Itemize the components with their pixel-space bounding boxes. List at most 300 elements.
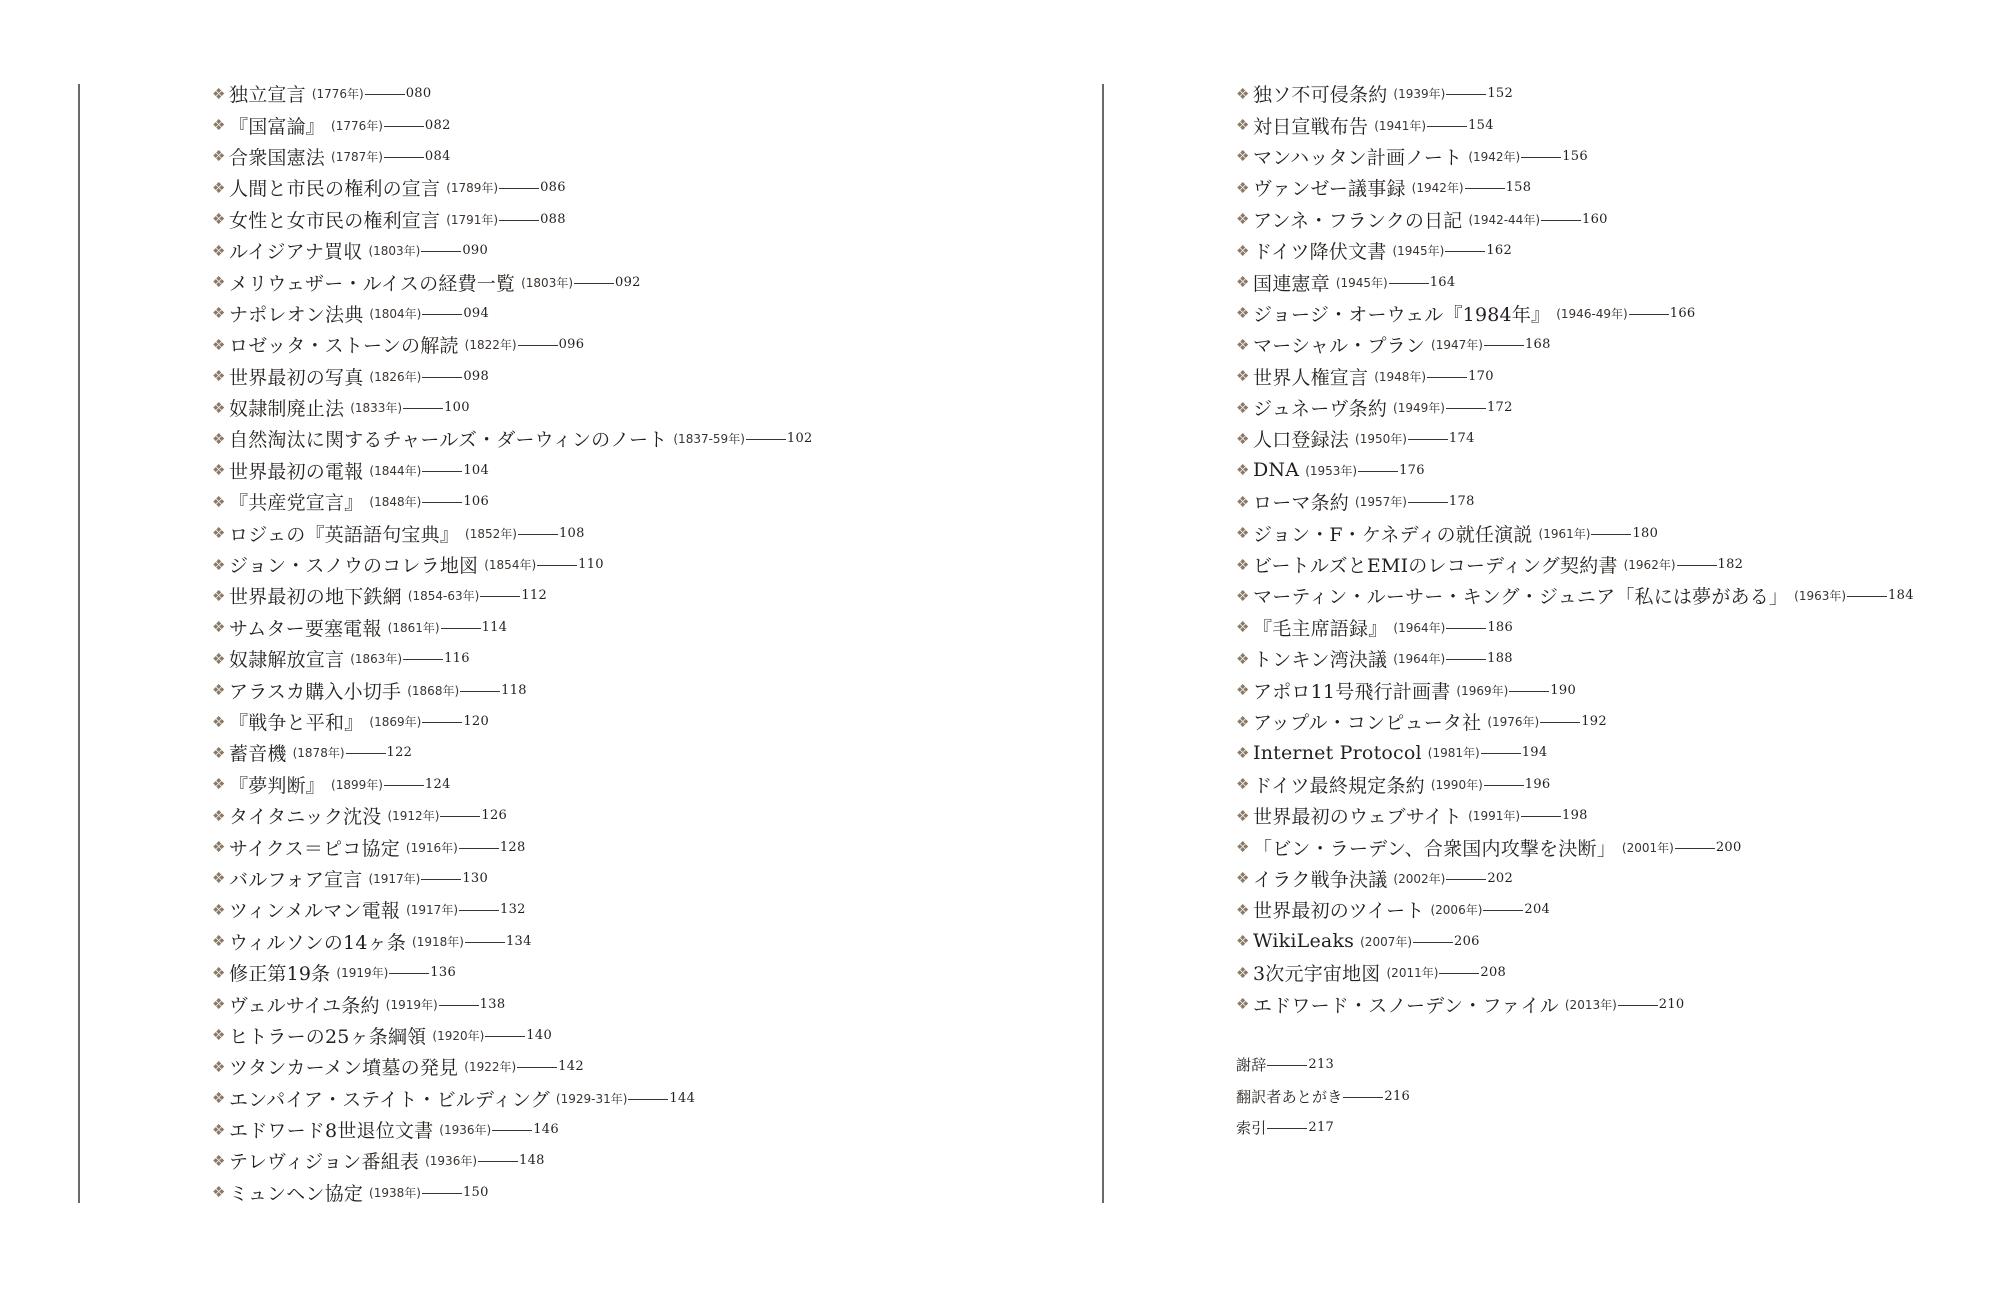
leader-dash	[1677, 565, 1717, 566]
entry-page-number: 100	[444, 400, 470, 416]
leader-dash	[460, 691, 500, 692]
bullet-icon: ❖	[1236, 241, 1250, 260]
toc-entry	[212, 361, 813, 392]
entry-page-number: 208	[1480, 965, 1507, 981]
toc-entry	[1236, 172, 1914, 203]
leader-dash	[346, 753, 386, 754]
entry-page-number: 086	[540, 180, 566, 196]
entry-year: (1918年)	[412, 934, 464, 949]
bullet-icon: ❖	[212, 555, 226, 574]
toc-entry	[1236, 109, 1914, 140]
entry-year: (2006年)	[1430, 903, 1483, 918]
entry-year: (1942年)	[1468, 149, 1521, 164]
entry-page-number: 082	[424, 117, 451, 133]
entry-page-number: 172	[1486, 400, 1513, 416]
toc-entry	[1236, 141, 1914, 172]
bullet-icon: ❖	[212, 963, 226, 982]
entry-page-number: 200	[1715, 839, 1742, 855]
entry-year: (1869年)	[369, 715, 422, 729]
toc-entry	[212, 204, 813, 235]
bullet-icon: ❖	[212, 743, 226, 762]
entry-year: (1776年)	[311, 87, 364, 102]
entry-year: (1899年)	[331, 777, 383, 792]
entry-year: (1789年)	[446, 181, 499, 196]
toc-entry	[212, 863, 813, 894]
entry-title: 謝辞	[1236, 1056, 1267, 1075]
entry-page-number: 110	[578, 557, 604, 573]
bullet-icon: ❖	[1236, 429, 1250, 448]
entry-title: DNA	[1253, 459, 1300, 482]
toc-entry	[212, 549, 813, 580]
entry-page-number: 154	[1468, 117, 1494, 133]
entry-page-number: 108	[558, 525, 585, 541]
bullet-icon: ❖	[1236, 84, 1250, 103]
entry-title: 蓄音機	[229, 743, 287, 766]
entry-title: 人間と市民の権利の宣言	[229, 178, 441, 201]
toc-entry	[212, 612, 813, 643]
entry-title: 修正第19条	[229, 963, 331, 986]
toc-entry	[1236, 517, 1914, 548]
leader-dash	[1445, 251, 1485, 252]
toc-entry	[212, 737, 813, 768]
entry-year: (1803年)	[521, 275, 574, 290]
entry-title: WikiLeaks	[1253, 930, 1355, 953]
entry-page-number: 184	[1888, 588, 1914, 604]
entry-page-number: 120	[463, 714, 490, 729]
toc-entry	[212, 674, 813, 705]
leader-dash	[1446, 408, 1486, 409]
entry-year: (1962年)	[1623, 558, 1676, 573]
leader-dash	[1389, 283, 1429, 284]
leader-dash	[1629, 314, 1669, 315]
leader-dash	[1446, 94, 1486, 95]
bullet-icon: ❖	[1236, 743, 1250, 762]
toc-entry	[1236, 423, 1914, 454]
bullet-icon: ❖	[1236, 210, 1250, 229]
bullet-icon: ❖	[1236, 398, 1250, 417]
entry-title: アポロ11号飛行計画書	[1253, 680, 1451, 703]
entry-year: (1949年)	[1393, 401, 1445, 416]
entry-title: 世界人権宣言	[1253, 366, 1369, 389]
entry-page-number: 176	[1399, 462, 1425, 478]
entry-title: エドワード・スノーデン・ファイル	[1253, 994, 1559, 1017]
entry-year: (1969年)	[1456, 683, 1509, 698]
leader-dash	[574, 283, 614, 284]
toc-entry	[212, 455, 813, 486]
leader-dash	[465, 942, 505, 943]
toc-entry	[212, 1177, 813, 1208]
entry-year: (1963年)	[1794, 589, 1847, 604]
entry-title: ウィルソンの14ヶ条	[229, 931, 407, 954]
entry-title: 世界最初のツイート	[1253, 900, 1425, 923]
bullet-icon: ❖	[212, 1183, 226, 1202]
leader-dash	[1446, 628, 1486, 629]
toc-entry	[1236, 894, 1914, 925]
toc-entry	[1236, 78, 1914, 109]
entry-page-number: 136	[430, 965, 457, 981]
entry-title: マーティン・ルーサー・キング・ジュニア「私には夢がある」	[1253, 586, 1789, 609]
entry-page-number: 122	[386, 745, 413, 761]
entry-year: (1852年)	[465, 526, 517, 541]
entry-title: マンハッタン計画ノート	[1253, 146, 1463, 169]
right-column-rule	[1102, 84, 1104, 1203]
bullet-icon: ❖	[1236, 273, 1250, 292]
entry-title: ツタンカーメン墳墓の発見	[229, 1057, 459, 1080]
leader-dash	[403, 408, 443, 409]
bullet-icon: ❖	[1236, 681, 1250, 700]
bullet-icon: ❖	[1236, 618, 1250, 637]
bullet-icon: ❖	[212, 838, 226, 857]
toc-entry	[212, 109, 813, 140]
entry-year: (1833年)	[350, 401, 403, 416]
bullet-icon: ❖	[212, 1120, 226, 1139]
bullet-icon: ❖	[1236, 304, 1250, 323]
entry-page-number: 213	[1308, 1057, 1335, 1073]
bullet-icon: ❖	[212, 335, 226, 354]
entry-title: 『戦争と平和』	[229, 712, 364, 734]
entry-title: 翻訳者あとがき	[1236, 1087, 1343, 1106]
leader-dash	[746, 439, 786, 440]
entry-year: (1920年)	[432, 1028, 485, 1043]
toc-entry	[1236, 580, 1914, 611]
bullet-icon: ❖	[212, 461, 226, 480]
entry-title: 独立宣言	[229, 84, 306, 107]
leader-dash	[422, 377, 462, 378]
leader-dash	[1267, 1065, 1307, 1066]
entry-year: (1964年)	[1393, 652, 1446, 667]
leader-dash	[1267, 1128, 1307, 1129]
entry-year: (1861年)	[387, 620, 440, 635]
entry-page-number: 090	[462, 243, 489, 259]
bullet-icon: ❖	[1236, 367, 1250, 386]
entry-year: (1919年)	[336, 966, 389, 981]
leader-dash	[459, 848, 499, 849]
bullet-icon: ❖	[212, 210, 226, 229]
toc-entry	[1236, 266, 1914, 297]
toc-entry	[212, 957, 813, 988]
entry-title: ジョージ・オーウェル『1984年』	[1253, 303, 1551, 326]
entry-page-number: 192	[1581, 714, 1607, 729]
toc-entry	[212, 800, 813, 831]
entry-title: 世界最初の電報	[229, 460, 364, 483]
entry-page-number: 112	[521, 588, 548, 604]
entry-title: 『共産党宣言』	[229, 492, 364, 515]
entry-year: (1981年)	[1427, 746, 1480, 761]
entry-title: ルイジアナ買収	[229, 241, 363, 264]
toc-entry	[1236, 329, 1914, 360]
leader-dash	[628, 1099, 668, 1100]
entry-page-number: 206	[1454, 933, 1480, 949]
entry-page-number: 196	[1524, 776, 1551, 792]
leader-dash	[1446, 659, 1486, 660]
entry-year: (2013年)	[1564, 997, 1617, 1012]
entry-title: ビートルズとEMIのレコーディング契約書	[1253, 555, 1618, 578]
entry-page-number: 126	[481, 808, 508, 824]
entry-page-number: 130	[462, 870, 489, 886]
leader-dash	[441, 628, 481, 629]
leader-dash	[499, 220, 539, 221]
bullet-icon: ❖	[1236, 806, 1250, 825]
leader-dash	[537, 565, 577, 566]
entry-title: ツィンメルマン電報	[229, 900, 401, 923]
entry-year: (1776年)	[331, 118, 383, 133]
toc-entry	[212, 392, 813, 423]
toc-entry	[212, 926, 813, 957]
entry-page-number: 088	[540, 211, 566, 227]
entry-title: バルフォア宣言	[229, 868, 363, 891]
bullet-icon: ❖	[212, 524, 226, 543]
entry-year: (1946-49年)	[1556, 306, 1628, 321]
bullet-icon: ❖	[212, 1026, 226, 1045]
entry-year: (1936年)	[439, 1123, 492, 1138]
entry-page-number: 204	[1524, 902, 1551, 918]
leader-dash	[365, 94, 405, 95]
toc-entry	[212, 486, 813, 517]
toc-entry	[1236, 1112, 1410, 1143]
toc-entry	[212, 1145, 813, 1176]
bullet-icon: ❖	[1236, 116, 1250, 135]
toc-entry	[212, 235, 813, 266]
entry-year: (1947年)	[1431, 338, 1483, 353]
bullet-icon: ❖	[212, 147, 226, 166]
entry-title: トンキン湾決議	[1253, 649, 1388, 672]
leader-dash	[1675, 848, 1715, 849]
entry-year: (1868年)	[407, 683, 460, 698]
entry-title: 『夢判断』	[229, 774, 326, 797]
entry-page-number: 188	[1487, 651, 1513, 667]
bullet-icon: ❖	[1236, 555, 1250, 574]
bullet-icon: ❖	[212, 273, 226, 292]
entry-page-number: 096	[558, 337, 585, 353]
entry-title: 「ビン・ラーデン、合衆国内攻撃を決断」	[1253, 837, 1616, 860]
entry-page-number: 140	[526, 1027, 553, 1043]
toc-entry	[212, 831, 813, 862]
entry-page-number: 118	[501, 682, 527, 698]
toc-entry	[1236, 706, 1914, 737]
entry-page-number: 148	[519, 1153, 545, 1169]
toc-entry	[212, 329, 813, 360]
leader-dash	[518, 345, 558, 346]
bullet-icon: ❖	[212, 1151, 226, 1170]
entry-year: (1854年)	[484, 558, 537, 573]
bullet-icon: ❖	[212, 241, 226, 260]
bullet-icon: ❖	[212, 367, 226, 386]
entry-year: (1939年)	[1393, 87, 1446, 102]
leader-dash	[1343, 1097, 1383, 1098]
toc-entry	[1236, 361, 1914, 392]
entry-year: (1804年)	[369, 306, 422, 321]
entry-year: (1957年)	[1355, 495, 1407, 510]
leader-dash	[1541, 220, 1581, 221]
entry-title: ヴァンゼー議事録	[1253, 178, 1406, 201]
toc-entry	[1236, 549, 1914, 580]
entry-title: アップル・コンピュータ社	[1253, 712, 1482, 734]
entry-page-number: 102	[786, 431, 813, 447]
entry-year: (1961年)	[1538, 526, 1591, 541]
entry-page-number: 124	[424, 776, 451, 792]
entry-page-number: 182	[1717, 557, 1744, 573]
entry-year: (1945年)	[1335, 275, 1388, 290]
entry-page-number: 144	[669, 1090, 696, 1106]
entry-year: (1938年)	[369, 1185, 421, 1200]
bullet-icon: ❖	[212, 712, 226, 731]
leader-dash	[389, 973, 429, 974]
toc-entry	[212, 894, 813, 925]
entry-year: (1990年)	[1430, 777, 1483, 792]
entry-title: エドワード8世退位文書	[229, 1120, 434, 1143]
bullet-icon: ❖	[1236, 838, 1250, 857]
entry-page-number: 132	[500, 902, 526, 918]
toc-entry	[212, 988, 813, 1019]
bullet-icon: ❖	[212, 900, 226, 919]
entry-year: (1942年)	[1411, 181, 1464, 196]
leader-dash	[1591, 534, 1631, 535]
entry-title: アンネ・フランクの日記	[1253, 209, 1463, 232]
entry-year: (1941年)	[1374, 118, 1427, 133]
entry-page-number: 162	[1486, 243, 1513, 259]
leader-dash	[1540, 722, 1580, 723]
entry-title: アラスカ購入小切手	[229, 680, 402, 703]
entry-year: (1912年)	[387, 809, 440, 824]
entry-year: (1953年)	[1305, 463, 1358, 478]
toc-entry	[1236, 612, 1914, 643]
entry-page-number: 216	[1384, 1088, 1411, 1104]
leader-dash	[422, 471, 462, 472]
entry-page-number: 156	[1562, 148, 1588, 164]
bullet-icon: ❖	[212, 681, 226, 700]
bullet-icon: ❖	[1236, 712, 1250, 731]
left-column-rule	[78, 84, 80, 1203]
leader-dash	[492, 1130, 532, 1131]
entry-year: (1791年)	[446, 212, 499, 227]
leader-dash	[1427, 126, 1467, 127]
toc-entry	[1236, 800, 1914, 831]
toc-entry	[1236, 235, 1914, 266]
entry-title: ジュネーヴ条約	[1253, 398, 1388, 421]
toc-entry	[1236, 392, 1914, 423]
bullet-icon: ❖	[1236, 963, 1250, 982]
entry-page-number: 152	[1487, 86, 1514, 102]
toc-entry	[1236, 455, 1914, 486]
toc-entry	[1236, 831, 1914, 862]
leader-dash	[1847, 596, 1887, 597]
leader-dash	[1439, 973, 1479, 974]
toc-entry	[212, 298, 813, 329]
entry-title: ロゼッタ・ストーンの解読	[229, 335, 459, 358]
bullet-icon: ❖	[212, 84, 226, 103]
toc-entry	[212, 78, 813, 109]
entry-page-number: 210	[1658, 996, 1685, 1012]
entry-title: イラク戦争決議	[1253, 868, 1388, 891]
entry-year: (1991年)	[1468, 809, 1521, 824]
toc-entry	[1236, 926, 1914, 957]
bullet-icon: ❖	[212, 586, 226, 605]
entry-year: (1837-59年)	[673, 432, 745, 447]
leader-dash	[384, 126, 424, 127]
leader-dash	[485, 1036, 525, 1037]
leader-dash	[1408, 439, 1448, 440]
bullet-icon: ❖	[212, 304, 226, 323]
leader-dash	[384, 157, 424, 158]
entry-page-number: 180	[1632, 525, 1659, 541]
leader-dash	[1509, 691, 1549, 692]
bullet-icon: ❖	[212, 1057, 226, 1076]
entry-title: Internet Protocol	[1253, 741, 1422, 764]
entry-title: 世界最初の写真	[229, 366, 364, 389]
leader-dash	[1483, 910, 1523, 911]
toc-entry	[212, 1083, 813, 1114]
entry-page-number: 168	[1524, 337, 1551, 353]
entry-page-number: 106	[463, 494, 490, 510]
entry-page-number: 134	[505, 933, 532, 949]
bullet-icon: ❖	[212, 775, 226, 794]
entry-title: 奴隷解放宣言	[229, 649, 345, 672]
toc-entry	[1236, 988, 1914, 1019]
toc-entry	[212, 1051, 813, 1082]
entry-title: サイクス＝ピコ協定	[229, 837, 400, 860]
toc-entry	[212, 172, 813, 203]
entry-title: テレヴィジョン番組表	[229, 1151, 420, 1174]
entry-page-number: 094	[463, 305, 490, 321]
entry-year: (1929-31年)	[555, 1091, 628, 1106]
entry-page-number: 190	[1550, 682, 1577, 698]
entry-year: (1826年)	[369, 369, 422, 384]
entry-page-number: 178	[1448, 494, 1475, 510]
entry-page-number: 198	[1562, 808, 1588, 824]
entry-title: ロジェの『英語語句宝典』	[229, 523, 460, 546]
toc-entry	[1236, 674, 1914, 705]
bullet-icon: ❖	[1236, 649, 1250, 668]
entry-page-number: 080	[405, 86, 432, 102]
entry-page-number: 084	[424, 148, 451, 164]
leader-dash	[478, 1161, 518, 1162]
entry-page-number: 142	[558, 1059, 584, 1075]
entry-title: ミュンヘン協定	[229, 1182, 364, 1205]
entry-title: メリウェザー・ルイスの経費一覧	[229, 272, 516, 295]
entry-title: 独ソ不可侵条約	[1253, 84, 1388, 107]
leader-dash	[499, 188, 539, 189]
entry-title: 3次元宇宙地図	[1253, 963, 1381, 986]
entry-year: (1916年)	[405, 840, 458, 855]
toc-entry	[212, 266, 813, 297]
toc-entry	[1236, 1080, 1410, 1111]
entry-year: (2007年)	[1360, 934, 1413, 949]
leader-dash	[459, 910, 499, 911]
entry-title: 『毛主席語録』	[1253, 617, 1388, 640]
toc-entry	[1236, 863, 1914, 894]
entry-year: (1787年)	[331, 149, 383, 164]
entry-year: (1922年)	[464, 1060, 517, 1075]
entry-year: (2001年)	[1621, 840, 1674, 855]
entry-year: (2002年)	[1393, 871, 1446, 886]
bullet-icon: ❖	[1236, 147, 1250, 166]
entry-title: サムター要塞電報	[229, 617, 382, 640]
entry-title: ドイツ降伏文書	[1253, 241, 1387, 264]
entry-page-number: 186	[1487, 619, 1514, 635]
bullet-icon: ❖	[212, 1089, 226, 1108]
toc-entry	[1236, 1049, 1410, 1080]
entry-year: (1848年)	[369, 495, 422, 510]
bullet-icon: ❖	[1236, 178, 1250, 197]
entry-page-number: 217	[1308, 1119, 1335, 1135]
entry-page-number: 116	[444, 651, 470, 667]
toc-entry	[212, 1020, 813, 1051]
entry-title: ナポレオン法典	[229, 303, 364, 326]
leader-dash	[421, 879, 461, 880]
entry-title: ヴェルサイユ条約	[229, 994, 380, 1017]
entry-year: (1945年)	[1392, 244, 1445, 259]
bullet-icon: ❖	[1236, 775, 1250, 794]
